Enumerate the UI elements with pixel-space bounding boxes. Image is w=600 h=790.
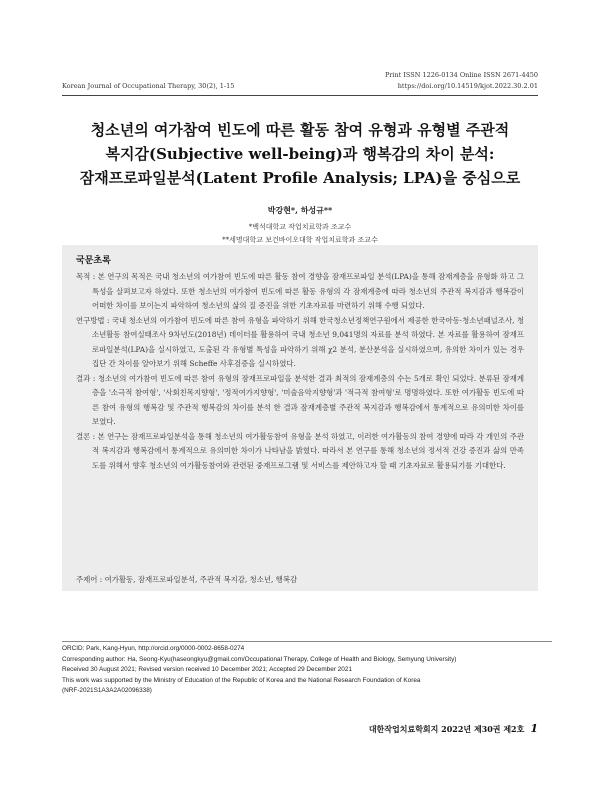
- orcid-note: ORCID: Park, Kang-Hyun, http://orcid.org/0000-0002-8658-0274: [62, 645, 245, 652]
- affiliation-1: *백석대학교 작업치료학과 조교수: [248, 223, 352, 231]
- journal-citation: Korean Journal of Occupational Therapy, 30(2), 1-15: [62, 82, 235, 90]
- abstract-purpose: 목적 : 본 연구의 목적은 국내 청소년의 여가참여 빈도에 따른 활동 참여 경향을 잠재프로파일 분석(LPA)을 통해 잠재계층을 유형화 하고 그 특성을 살펴보고자 하였다. 또한 청소년의 여가참여 빈도에 따른 활동 유형의 각 잠재계층에 따라 청소년의 주관적 복지감과 행복감이 어떠한 차이를 보이는지 파악하여 청소년의 삶의 질 증진을 위한 기초자료를 마련하기 위해 수행 되었다.: [76, 272, 524, 310]
- keywords: 주제어 : 여가활동, 잠재프로파일분석, 주관적 복지감, 청소년, 행복감: [76, 575, 298, 584]
- page-footer: [369, 722, 538, 735]
- corresponding-author-note: Corresponding author: Ha, Seong-Kyu(haseongkyu@gmail.com/Occupational Therapy, College of Health and Biology, Semyung University): [62, 655, 457, 663]
- received-note: Received 30 August 2021; Revised version received 10 December 2021; Accepted 29 December 2021: [62, 666, 352, 674]
- funding-grant-note: (NRF-2021S1A3A2A02096338): [62, 687, 152, 695]
- funding-note: This work was supported by the Ministry of Education of the Republic of Korea and the National Research Foundation of Korea: [62, 676, 421, 684]
- authors: 박강현*, 하성규**: [267, 205, 333, 215]
- title-line-1: 청소년의 여가참여 빈도에 따른 활동 참여 유형과 유형별 주관적: [90, 121, 510, 139]
- header-divider: [62, 95, 538, 96]
- paper-title: [60, 118, 540, 190]
- issn-doi-block: [385, 70, 538, 92]
- issn: Print ISSN 1226-0134 Online ISSN 2671-4450: [384, 71, 538, 79]
- abstract-heading: 국문초록: [76, 256, 111, 266]
- footer-journal: 대한작업치료학회지 2022년 제30권 제2호: [368, 724, 525, 734]
- abstract-conclusion: 결론 : 본 연구는 잠재프로파일분석을 통해 청소년의 여가활동참여 유형을 분석 하였고, 이러한 여가활동의 참여 경향에 따라 각 개인의 주관적 복지감과 행복감에서 통계적으로 유의미한 차이가 나타남을 밝혔다. 따라서 본 연구를 통해 청소년의 정서적 건강 증진과 삶의 만족도를 위해서 향후 청소년의 여가활동참여와 관련된 중재프로그램 및 서비스를 제안하고자 할 때 기초자료로 활용되기를 기대한다.: [76, 431, 524, 470]
- page-number: 1: [530, 722, 538, 735]
- affiliation-2: **세명대학교 보건바이오대학 작업치료학과 조교수: [222, 236, 378, 244]
- title-line-2: 복지감(Subjective well-being)과 행복감의 차이 분석:: [105, 145, 495, 163]
- abstract-results: 결과 : 청소년의 여가참여 빈도에 따른 참여 유형의 잠재프로파일을 분석한 결과 최적의 잠재계층의 수는 5개로 확인 되었다. 분류된 잠재계층을 '소극적 참여형', '사회친목지향형', '정적여가지향형', '미술음악지향형'과 '적극적 참여형'로 명명하였다. 또한 여가활동 빈도에 따른 참여 유형의 행복감 및 주관적 행복감의 차이를 분석 한 결과 잠재계층별 주관적 복지감과 행복감에서 통계적으로 유의미한 차이를 보였다.: [76, 373, 524, 426]
- doi[interactable]: https://doi.org/10.14519/kjot.2022.30.2.01: [397, 82, 538, 90]
- footnotes: [62, 641, 552, 697]
- abstract-methods: 연구방법 : 국내 청소년의 여가참여 빈도에 따른 참여 유형을 파악하기 위해 한국청소년정책연구원에서 제공한 한국아동·청소년패널조사, 청소년활동 참여실태조사 9차년도(2018년) 데이터를 활용하여 국내 청소년 9,041명의 자료를 분석 하였다. 본 자료를 활용하여 잠재프로파일분석(LPA)을 실시하였고, 도출된 각 유형별 특성을 파악하기 위해 χ2 분석, 분산분석을 실시하였으며, 유의한 차이가 있는 경우 집단 간 차이를 알아보기 위해 Scheffe 사후검증을 실시하였다.: [76, 315, 524, 368]
- title-line-3: 잠재프로파일분석(Latent Profile Analysis; LPA)을 중심으로: [79, 169, 521, 187]
- abstract-body: [76, 270, 524, 473]
